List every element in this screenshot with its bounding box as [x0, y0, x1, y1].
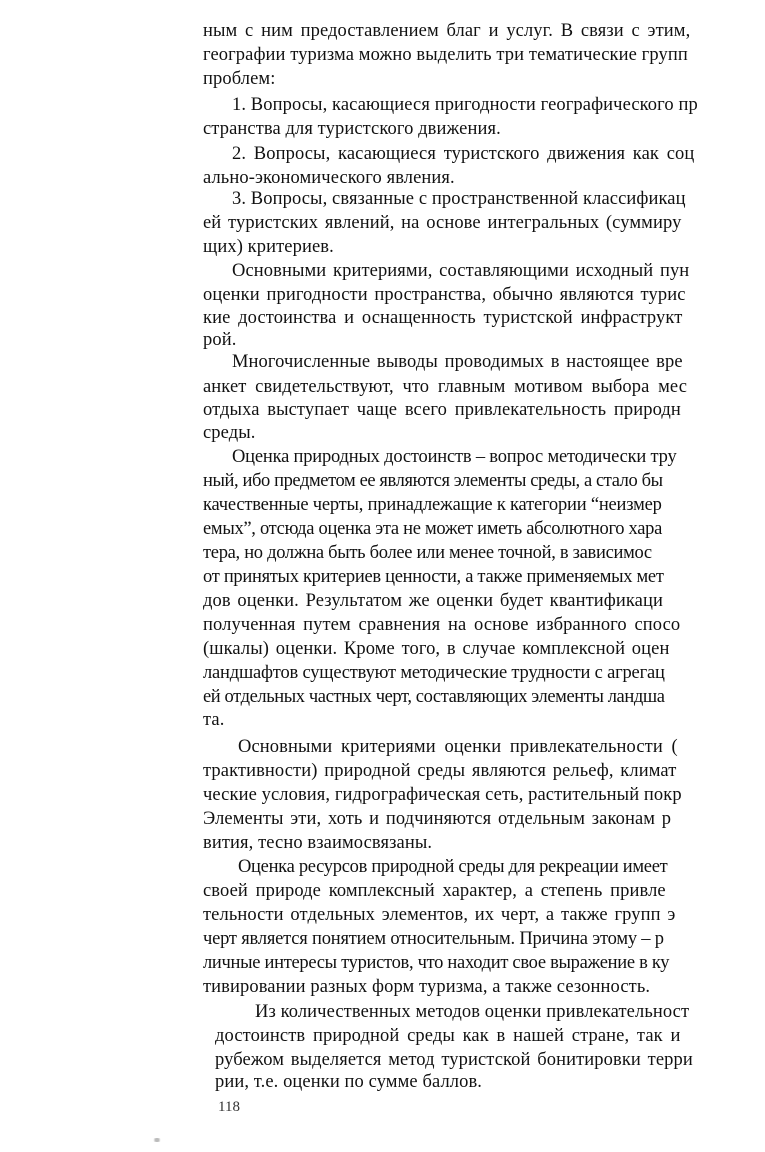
text-line: 2. Вопросы, касающиеся туристского движения как соц — [232, 144, 695, 164]
text-line: Основными критериями оценки привлекательности ( — [238, 737, 678, 757]
text-line: рубежом выделяется метод туристской бонитировки терри — [215, 1050, 693, 1070]
text-line: достоинств природной среды как в нашей стране, так и — [215, 1026, 681, 1046]
text-line: ческие условия, гидрографическая сеть, растительный покр — [203, 785, 682, 805]
text-line: ным с ним предоставлением благ и услуг. В связи с этим, — [203, 21, 691, 41]
text-line: Основными критериями, составляющими исходный пун — [232, 261, 690, 281]
text-line: тивировании разных форм туризма, а также сезонность. — [203, 977, 651, 997]
text-line: тера, но должна быть более или менее точной, в зависимос — [203, 543, 652, 563]
text-line: странства для туристского движения. — [203, 119, 501, 139]
text-line: рии, т.е. оценки по сумме баллов. — [215, 1072, 483, 1092]
text-line: ландшафтов существуют методические трудности с агрегац — [203, 663, 665, 683]
text-line: Оценка ресурсов природной среды для рекреации имеет — [238, 857, 668, 877]
text-line: щих) критериев. — [203, 237, 334, 257]
text-line: дов оценки. Результатом же оценки будет квантификаци — [203, 591, 663, 611]
text-line: 3. Вопросы, связанные с пространственной классификац — [232, 189, 686, 209]
text-line: ально-экономического явления. — [203, 168, 455, 188]
text-line: кие достоинства и оснащенность туристской инфраструкт — [203, 308, 683, 328]
text-line: личные интересы туристов, что находит свое выражение в ку — [203, 953, 670, 973]
text-line: среды. — [203, 423, 256, 443]
text-line: ей отдельных частных черт, составляющих элементы ландша — [203, 687, 665, 707]
text-line: качественные черты, принадлежащие к категории “неизмер — [203, 495, 662, 515]
text-line: та. — [203, 710, 225, 730]
text-line: Многочисленные выводы проводимых в настоящее вре — [232, 352, 683, 372]
text-line: черт является понятием относительным. Причина этому – р — [203, 929, 664, 949]
text-line: (шкалы) оценки. Кроме того, в случае комплексной оцен — [203, 639, 670, 659]
text-line: емых”, отсюда оценка эта не может иметь абсолютного хара — [203, 519, 663, 539]
text-line: Элементы эти, хоть и подчиняются отдельным законам р — [203, 809, 672, 829]
text-line: рой. — [203, 330, 237, 350]
text-line: анкет свидетельствуют, что главным мотивом выбора мес — [203, 377, 688, 397]
page-number: 118 — [218, 1099, 240, 1115]
text-line: своей природе комплексный характер, а степень привле — [203, 881, 666, 901]
text-line: от принятых критериев ценности, а также применяемых мет — [203, 567, 664, 587]
text-line: полученная путем сравнения на основе избранного спосо — [203, 615, 681, 635]
text-line: географии туризма можно выделить три тематические групп — [203, 45, 688, 65]
text-line: 1. Вопросы, касающиеся пригодности географического пр — [232, 95, 698, 115]
text-line: проблем: — [203, 69, 276, 89]
text-line: тельности отдельных элементов, их черт, а также групп э — [203, 905, 676, 925]
text-line: вития, тесно взаимосвязаны. — [203, 833, 433, 853]
text-line: Из количественных методов оценки привлекательност — [255, 1002, 690, 1022]
text-line: Оценка природных достоинств – вопрос методически тру — [232, 447, 677, 467]
text-line: ный, ибо предметом ее являются элементы среды, а стало бы — [203, 471, 663, 491]
text-line: оценки пригодности пространства, обычно являются турис — [203, 285, 686, 305]
text-line: трактивности) природной среды являются рельеф, климат — [203, 761, 677, 781]
scan-speck — [152, 1138, 162, 1142]
text-line: ей туристских явлений, на основе интегральных (суммиру — [203, 213, 682, 233]
text-line: отдыха выступает чаще всего привлекательность природн — [203, 400, 681, 420]
